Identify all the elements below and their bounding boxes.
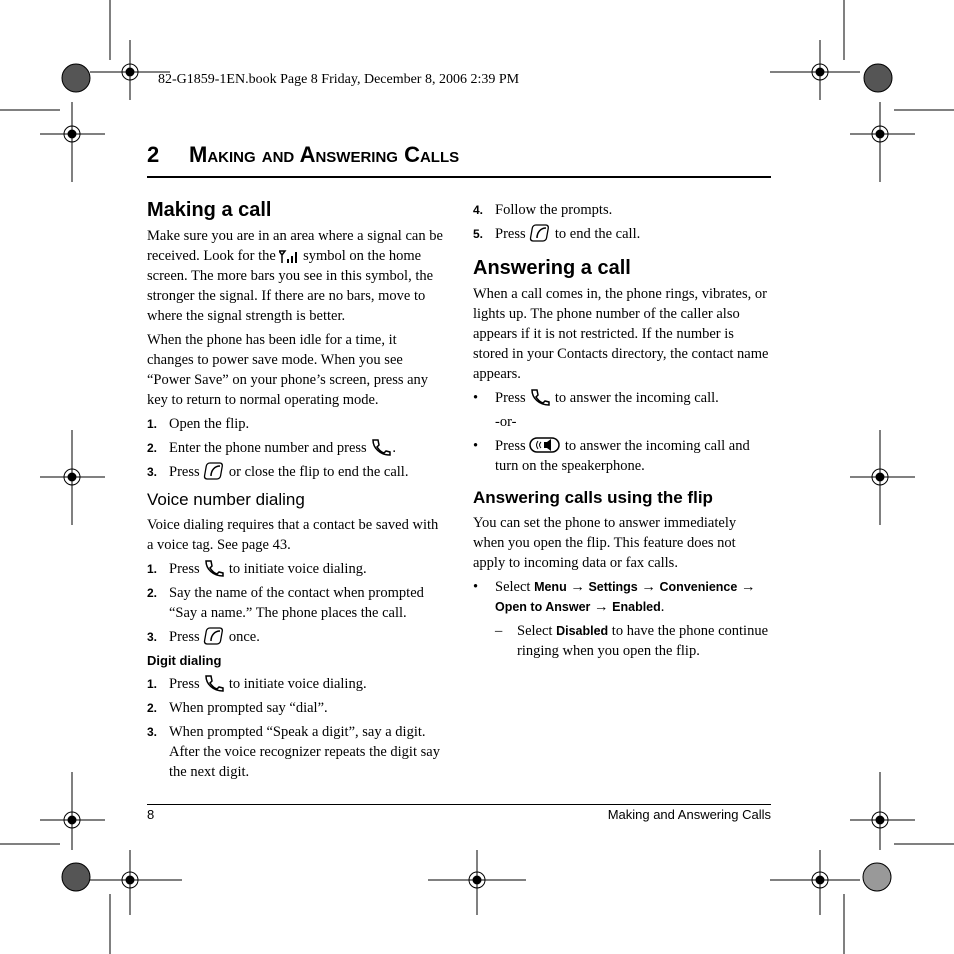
- list-item: 2. When prompted say “dial”.: [147, 700, 328, 716]
- signal-strength-icon: [279, 250, 299, 264]
- list-item: 1. Press to initiate voice dialing.: [147, 676, 367, 692]
- list-item: – Select Disabled to have the phone continue ringing when you open the flip.: [495, 623, 769, 659]
- option-disabled: Disabled: [556, 624, 609, 638]
- power-save-paragraph: When the phone has been idle for a time, it changes to power save mode. When you see “Power Save” on your phone’s screen, press any key to return to normal operating mode.: [147, 332, 429, 408]
- end-key-icon: [203, 462, 225, 480]
- chapter-number: 2: [147, 142, 160, 167]
- list-item: 4. Follow the prompts.: [473, 202, 613, 218]
- end-key-icon: [529, 224, 551, 242]
- menu-path-convenience: Convenience: [659, 580, 738, 594]
- chapter-title: Making and Answering Calls: [189, 142, 460, 167]
- flip-paragraph: You can set the phone to answer immediately when you open the flip. This feature does not apply to incoming data or fax calls.: [473, 515, 737, 571]
- list-item: 2. Enter the phone number and press .: [147, 440, 396, 456]
- subheading-voice-dialing: Voice number dialing: [147, 490, 305, 509]
- list-item: 3. Press once.: [147, 629, 260, 645]
- left-column: [147, 200, 443, 786]
- page-footer: [147, 804, 771, 822]
- list-item: 1. Press to initiate voice dialing.: [147, 561, 367, 577]
- talk-key-icon: [203, 674, 225, 692]
- right-column: [473, 200, 769, 665]
- incoming-call-paragraph: When a call comes in, the phone rings, vibrates, or lights up. The phone number of the caller also appears if it is not restricted. If the number is stored in your Contacts directory, the contact name appears.: [473, 286, 769, 382]
- signal-paragraph: Make sure you are in an area where a signal can be received. Look for the symbol on the home screen. The more bars you see in this symbol, the stronger the signal. If there are no bars, move to where the signal strength is better.: [147, 228, 443, 324]
- print-header: 82-G1859-1EN.book Page 8 Friday, December 8, 2006 2:39 PM: [158, 72, 520, 87]
- talk-key-icon: [203, 559, 225, 577]
- voice-dialing-paragraph: Voice dialing requires that a contact be saved with a voice tag. See page 43.: [147, 517, 439, 553]
- section-heading-answering-call: Answering a call: [473, 257, 631, 279]
- speakerphone-key-icon: [529, 436, 561, 454]
- list-item: 3. Press or close the flip to end the call.: [147, 464, 409, 480]
- list-item: 1. Open the flip.: [147, 416, 250, 432]
- list-item: • Select Menu → Settings → Convenience → Open to Answer → Enabled.: [473, 579, 756, 615]
- menu-path-enabled: Enabled: [612, 600, 661, 614]
- list-item: • Press to answer the incoming call and turn on the speakerphone.: [473, 438, 750, 474]
- subheading-digit-dialing: Digit dialing: [147, 653, 222, 668]
- talk-key-icon: [529, 388, 551, 406]
- menu-path-menu: Menu: [534, 580, 567, 594]
- end-key-icon: [203, 627, 225, 645]
- talk-key-icon: [370, 438, 392, 456]
- running-title: Making and Answering Calls: [607, 807, 771, 822]
- subheading-answer-flip: Answering calls using the flip: [473, 488, 713, 507]
- section-heading-making-call: Making a call: [147, 199, 272, 221]
- menu-path-settings: Settings: [588, 580, 638, 594]
- or-separator: -or-: [495, 414, 517, 430]
- list-item: 2. Say the name of the contact when prompted “Say a name.” The phone places the call.: [147, 585, 424, 621]
- list-item: 5. Press to end the call.: [473, 226, 641, 242]
- page-number: 8: [147, 807, 155, 822]
- list-item: • Press to answer the incoming call.: [473, 390, 719, 406]
- menu-path-open-to-answer: Open to Answer: [495, 600, 591, 614]
- list-item: 3. When prompted “Speak a digit”, say a digit. After the voice recognizer repeats the digit say the next digit.: [147, 724, 440, 780]
- chapter-heading: [147, 142, 771, 178]
